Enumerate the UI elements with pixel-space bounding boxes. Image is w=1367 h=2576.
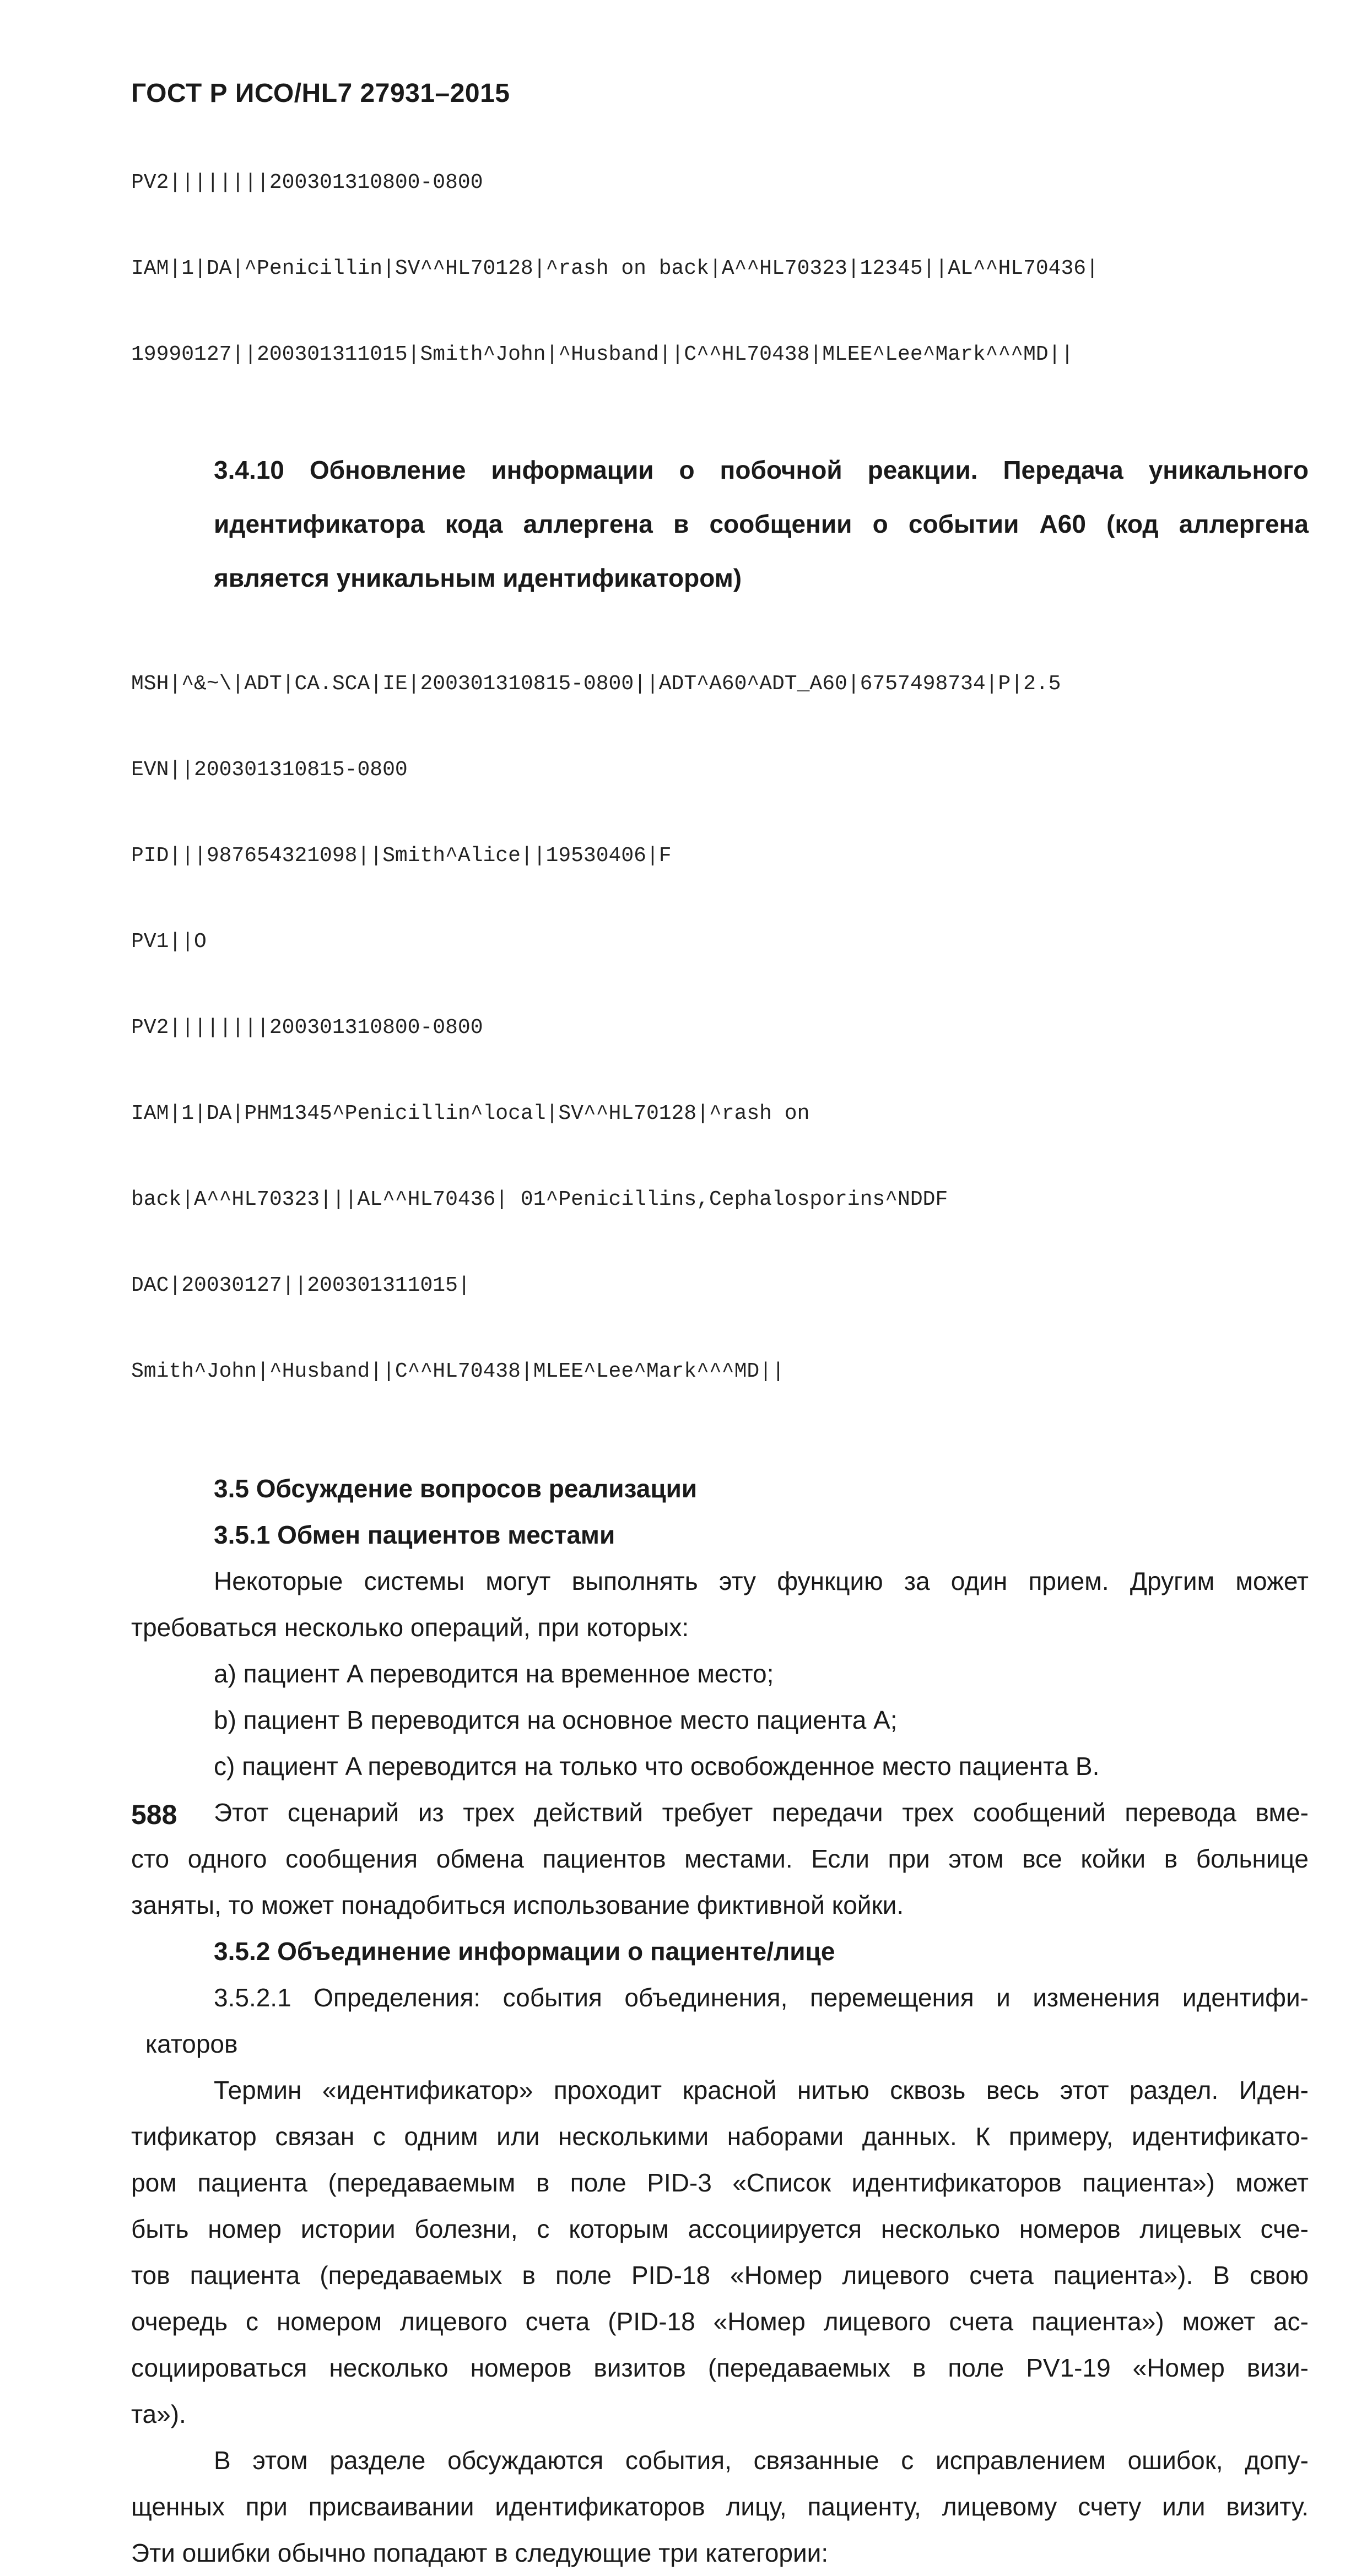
paragraph xyxy=(131,1789,1309,1928)
code-line: PV1||O xyxy=(131,930,207,954)
code-block-hl7-a xyxy=(131,111,1309,426)
code-line: back|A^^HL70323|||AL^^HL70436| 01^Penicillins,Cephalosporins^NDDF xyxy=(131,1188,948,1211)
code-line: IAM|1|DA|PHM1345^Penicillin^local|SV^^HL70128|^rash on xyxy=(131,1102,810,1125)
paragraph-line: заняты, то может понадобиться использование фиктивной койки. xyxy=(131,1891,904,1919)
paragraph-line: Некоторые системы могут выполнять эту функцию за один прием. Другим может xyxy=(214,1567,1309,1595)
section-heading-3-5-2: 3.5.2 Объединение информации о пациенте/лице xyxy=(214,1937,835,1966)
section-heading-3-5-1: 3.5.1 Обмен пациентов местами xyxy=(214,1520,615,1549)
paragraph-line: сто одного сообщения обмена пациентов местами. Если при этом все койки в больнице xyxy=(131,1844,1309,1873)
code-line: MSH|^&~\|ADT|CA.SCA|IE|200301310815-0800||ADT^A60^ADT_A60|6757498734|P|2.5 xyxy=(131,672,1061,696)
code-line: 19990127||200301311015|Smith^John|^Husband||C^^HL70438|MLEE^Lee^Mark^^^MD|| xyxy=(131,343,1074,366)
paragraph-line: Термин «идентификатор» проходит красной нитью сквозь весь этот раздел. Иден- xyxy=(214,2076,1309,2104)
paragraph-line: щенных при присваивании идентификаторов лицу, пациенту, лицевому счету или визиту. xyxy=(131,2492,1309,2521)
heading-line: является уникальным идентификатором) xyxy=(214,564,742,592)
subsection-definition-3-5-2-1 xyxy=(131,1974,1309,2067)
paragraph-line: очередь с номером лицевого счета (PID-18 «Номер лицевого счета пациента») может ас- xyxy=(131,2307,1309,2336)
section-heading-3-5: 3.5 Обсуждение вопросов реализации xyxy=(214,1474,698,1503)
page-number: 588 xyxy=(131,1799,177,1830)
paragraph-line: Этот сценарий из трех действий требует передачи трех сообщений перевода вме- xyxy=(214,1798,1309,1827)
paragraph-line: каторов xyxy=(145,2030,238,2058)
list-item: c) пациент A переводится на только что освобожденное место пациента B. xyxy=(214,1752,1100,1781)
paragraph-line: Эти ошибки обычно попадают в следующие три категории: xyxy=(131,2539,829,2567)
paragraph-line: В этом разделе обсуждаются события, связанные с исправлением ошибок, допу- xyxy=(214,2446,1309,2475)
heading-line: идентификатора кода аллергена в сообщении о событии A60 (код аллергена xyxy=(214,510,1309,538)
paragraph xyxy=(131,2437,1309,2576)
code-line: PID|||987654321098||Smith^Alice||19530406|F xyxy=(131,844,672,868)
document-header: ГОСТ Р ИСО/HL7 27931–2015 xyxy=(131,79,510,108)
code-line: EVN||200301310815-0800 xyxy=(131,758,408,782)
code-line: IAM|1|DA|^Penicillin|SV^^HL70128|^rash on back|A^^HL70323|12345||AL^^HL70436| xyxy=(131,257,1099,280)
paragraph-line: социироваться несколько номеров визитов (передаваемых в поле PV1-19 «Номер визи- xyxy=(131,2353,1309,2382)
paragraph-line: тов пациента (передаваемых в поле PID-18 «Номер лицевого счета пациента»). В свою xyxy=(131,2261,1309,2290)
code-line: DAC|20030127||200301311015| xyxy=(131,1274,471,1297)
code-line: PV2||||||||200301310800-0800 xyxy=(131,171,483,194)
code-block-hl7-b xyxy=(131,613,1309,1443)
paragraph-line: ром пациента (передаваемым в поле PID-3 «Список идентификаторов пациента») может xyxy=(131,2168,1309,2197)
code-line: PV2||||||||200301310800-0800 xyxy=(131,1016,483,1040)
document-page xyxy=(131,77,1309,2576)
paragraph xyxy=(131,2067,1309,2437)
list-item: b) пациент B переводится на основное место пациента A; xyxy=(214,1706,898,1734)
section-heading-3-4-10 xyxy=(214,443,1309,605)
paragraph-line: требоваться несколько операций, при которых: xyxy=(131,1613,689,1642)
list-item: a) пациент A переводится на временное место; xyxy=(214,1659,774,1688)
paragraph xyxy=(131,1558,1309,1650)
code-line: Smith^John|^Husband||C^^HL70438|MLEE^Lee^Mark^^^MD|| xyxy=(131,1360,785,1383)
paragraph-line: быть номер истории болезни, с которым ассоциируется несколько номеров лицевых сче- xyxy=(131,2215,1309,2243)
heading-line: 3.4.10 Обновление информации о побочной реакции. Передача уникального xyxy=(214,456,1309,484)
paragraph-line: та»). xyxy=(131,2400,186,2428)
paragraph-line: 3.5.2.1 Определения: события объединения, перемещения и изменения идентифи- xyxy=(214,1983,1309,2012)
paragraph-line: тификатор связан с одним или несколькими наборами данных. К примеру, идентификато- xyxy=(131,2122,1309,2151)
